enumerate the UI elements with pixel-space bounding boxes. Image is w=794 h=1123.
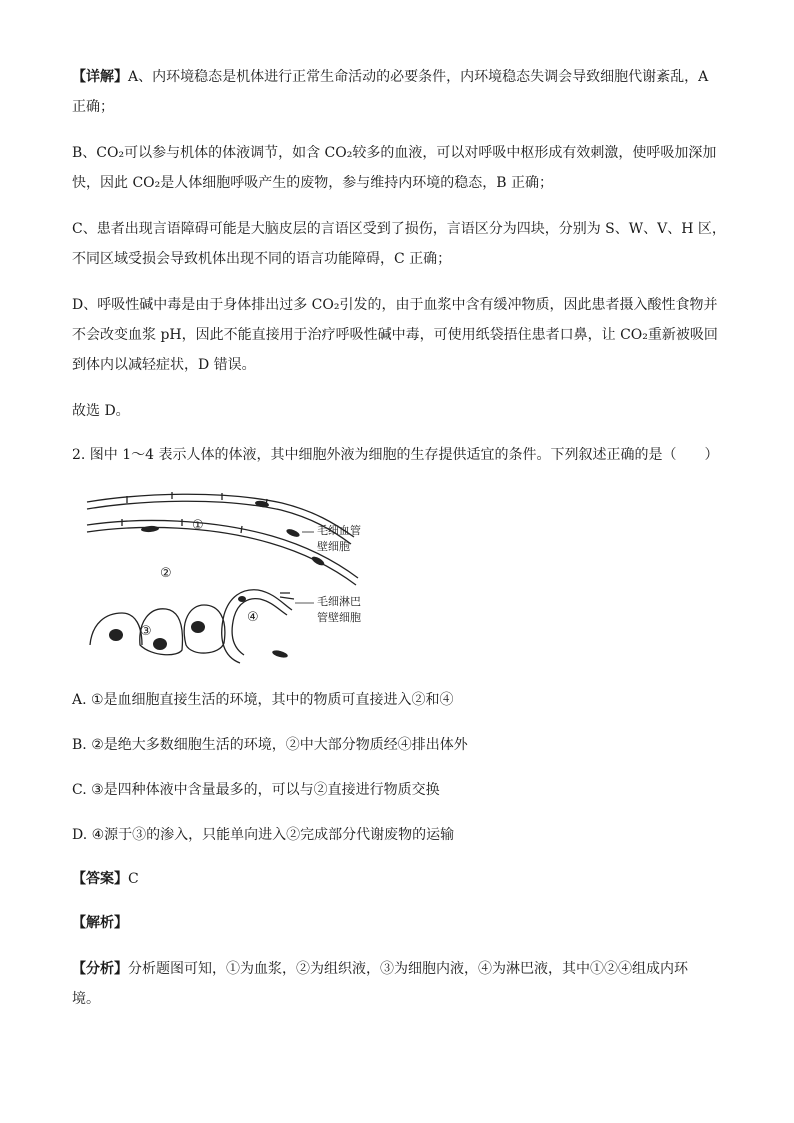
- detail-d-line2: 不会改变血浆 pH，因此不能直接用于治疗呼吸性碱中毒，可使用纸袋捂住患者口鼻，让 CO₂重新被吸回: [72, 327, 718, 343]
- cell-nucleus: [191, 621, 205, 633]
- question-stem: 2. 图中 1～4 表示人体的体液，其中细胞外液为细胞的生存提供适宜的条件。下列叙述正确的是（ ）: [72, 447, 719, 463]
- detail-tag: 【详解】: [72, 69, 128, 85]
- body-fluid-diagram: [82, 485, 382, 665]
- analysis-tag: 【解析】: [72, 915, 128, 931]
- answer-value: C: [128, 871, 139, 887]
- answer-line: [72, 869, 139, 889]
- endothelial-nucleus: [285, 528, 300, 539]
- lymph-label-1: 毛细淋巴: [317, 595, 361, 608]
- detail-c-line1: C、患者出现言语障碍可能是大脑皮层的言语区受到了损伤，言语区分为四块，分别为 S、W、V、H 区，: [72, 221, 726, 237]
- detail-a-line1: 【详解】A、内环境稳态是机体进行正常生命活动的必要条件，内环境稳态失调会导致细胞代谢紊乱，A: [72, 69, 709, 85]
- detail-d-line1: D、呼吸性碱中毒是由于身体排出过多 CO₂引发的，由于血浆中含有缓冲物质，因此患者摄入酸性食物并: [72, 297, 718, 313]
- fenxi-tag: 【分析】: [72, 961, 128, 977]
- analysis-line2: 境。: [72, 991, 100, 1007]
- endothelial-nucleus: [141, 525, 159, 532]
- label-n2: ②: [160, 566, 172, 581]
- option-a: A. ①是血细胞直接生活的环境，其中的物质可直接进入②和④: [72, 692, 454, 708]
- capillary-label-2: 壁细胞: [317, 540, 350, 553]
- capillary-upper-wall-inner: [87, 501, 351, 544]
- lymph-nucleus: [238, 596, 246, 602]
- capillary-label-1: 毛细血管: [317, 524, 361, 537]
- lymph-inner-wall: [232, 599, 287, 655]
- lymph-label-2: 管壁细胞: [317, 611, 361, 624]
- label-n1: ①: [192, 518, 204, 533]
- detail-conclusion: 故选 D。: [72, 403, 130, 419]
- capillary-lower-wall: [87, 527, 356, 585]
- lymph-valve: [280, 593, 294, 599]
- answer-tag: 【答案】: [72, 871, 128, 887]
- label-n3: ③: [140, 624, 152, 639]
- detail-c-line2: 不同区域受损会导致机体出现不同的语言功能障碍，C 正确；: [72, 251, 452, 267]
- cell-nucleus: [153, 638, 167, 650]
- detail-d-line3: 到体内以减轻症状，D 错误。: [72, 357, 256, 373]
- analysis-line1: 【分析】分析题图可知，①为血浆，②为组织液，③为细胞内液，④为淋巴液，其中①②④组成内环: [72, 961, 688, 977]
- lymph-nucleus: [271, 649, 288, 659]
- option-d: D. ④源于③的渗入，只能单向进入②完成部分代谢废物的运输: [72, 827, 455, 843]
- label-n4: ④: [247, 610, 259, 625]
- detail-b-line1: B、CO₂可以参与机体的体液调节，如含 CO₂较多的血液，可以对呼吸中枢形成有效刺激，使呼吸加深加: [72, 145, 717, 161]
- detail-b-line2: 快，因此 CO₂是人体细胞呼吸产生的废物，参与维持内环境的稳态，B 正确；: [72, 175, 553, 191]
- cell-nucleus: [109, 629, 123, 641]
- option-c: C. ③是四种体液中含量最多的，可以与②直接进行物质交换: [72, 782, 440, 798]
- detail-a-line2: 正确；: [72, 99, 114, 115]
- option-b: B. ②是绝大多数细胞生活的环境，②中大部分物质经④排出体外: [72, 737, 468, 753]
